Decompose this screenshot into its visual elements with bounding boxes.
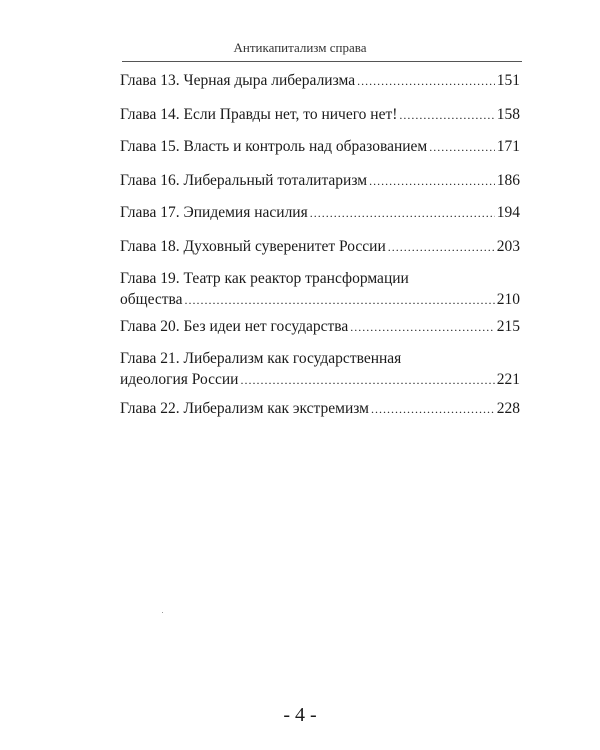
toc-entry: [120, 136, 520, 158]
header-rule: [122, 61, 522, 62]
toc-entry-title-line1: Глава 21. Либерализм как государственная: [120, 350, 402, 367]
toc-entry: [120, 70, 520, 92]
dot-leader: [399, 105, 494, 126]
toc-entry-page: 151: [496, 72, 520, 89]
dot-leader: [350, 317, 494, 338]
toc-entry-page: 215: [496, 318, 520, 335]
toc-entry: [120, 236, 520, 258]
toc-entry-page: 203: [496, 238, 520, 255]
page-number: - 4 -: [283, 704, 317, 726]
dot-leader: [357, 71, 495, 92]
dot-leader: [184, 290, 494, 311]
toc-entry-title: Глава 13. Черная дыра либерализма: [120, 72, 356, 89]
toc-entry: [120, 398, 520, 420]
toc-entry-title: Глава 14. Если Правды нет, то ничего нет!: [120, 106, 398, 123]
toc-entry: [120, 104, 520, 126]
paper-speck: [162, 612, 163, 613]
toc-entry-page: 186: [496, 172, 520, 189]
dot-leader: [388, 237, 495, 258]
toc-entry-page: 221: [496, 371, 520, 388]
toc-entry-page: 171: [496, 138, 520, 155]
toc-entry-title: Глава 16. Либеральный тоталитаризм: [120, 172, 368, 189]
dot-leader: [310, 203, 495, 224]
toc-entry: [120, 170, 520, 192]
toc-entry-title-line2: идеология России: [120, 371, 239, 388]
dot-leader: [429, 137, 495, 158]
toc-entry-title: Глава 17. Эпидемия насилия: [120, 204, 308, 221]
toc-entry: [120, 268, 520, 311]
toc-entry-title: Глава 22. Либерализм как экстремизм: [120, 400, 369, 417]
toc-entry-page: 194: [496, 204, 520, 221]
dot-leader: [371, 399, 495, 420]
toc-entry-title: Глава 15. Власть и контроль над образованием: [120, 138, 428, 155]
toc-entry-title: Глава 20. Без идеи нет государства: [120, 318, 349, 335]
dot-leader: [240, 370, 494, 391]
toc-entry: [120, 316, 520, 338]
dot-leader: [369, 171, 495, 192]
toc-entry: [120, 348, 520, 391]
toc-entry-title: Глава 18. Духовный суверенитет России: [120, 238, 386, 255]
toc-entry-title-line2: общества: [120, 291, 183, 308]
toc-entry-page: 228: [496, 400, 520, 417]
toc-entry-page: 210: [496, 291, 520, 308]
running-header: Антикапитализм справа: [233, 40, 367, 55]
toc-entry-title-line1: Глава 19. Театр как реактор трансформации: [120, 270, 409, 287]
toc-entry-page: 158: [496, 106, 520, 123]
toc-entry: [120, 202, 520, 224]
